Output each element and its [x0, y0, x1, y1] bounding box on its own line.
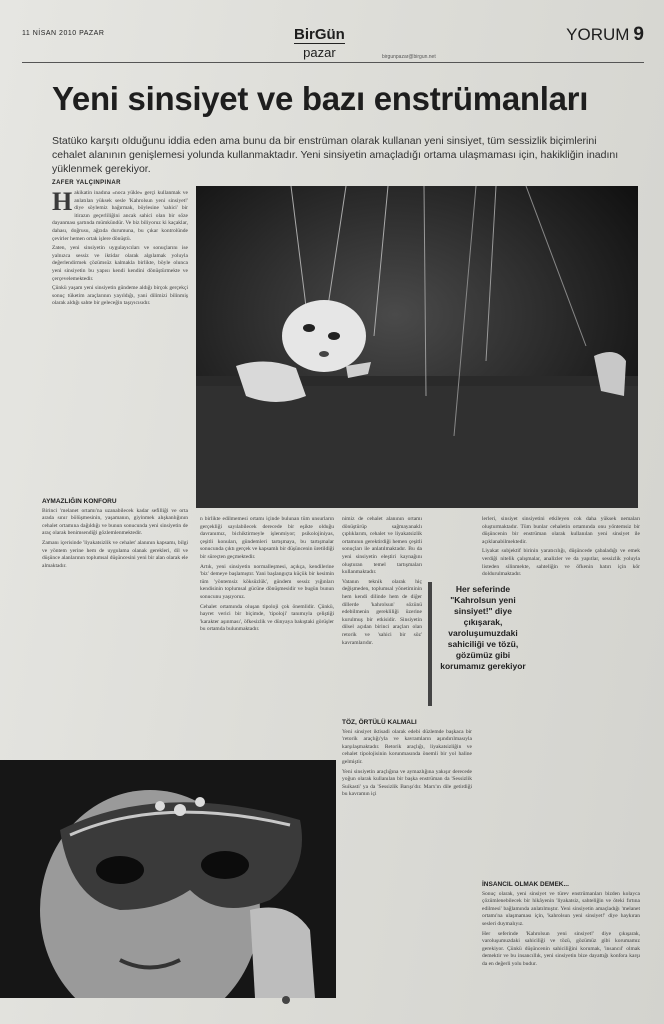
column-4 [482, 516, 640, 866]
logo-url: birgunpazar@birgun.net [382, 54, 436, 60]
col1-paragraph: akikatin inadına «noca yükle» gerçi kullanmak ve anlatılan yüksek sesle 'Kahrolsun yeni sinsiyet!' diye söylemiz bağırmak, böylesine 'sahici' bir itirazın geçerliliğini ancak sahici olan bir söze dayanması şartında mümkündür. Ve biz biliyoruz ki kaçaklar, dahası, doğrusu, ağzıda durumuna, bu çıkar kontrolünde çevirler hemen ortak işlere dönüştü. [52, 190, 188, 242]
section-name: YORUM [566, 25, 630, 44]
column-2 [200, 516, 334, 756]
logo-main: BirGün [294, 26, 345, 43]
puppet-photo [196, 186, 638, 508]
col3-paragraph: Vatanın teknik olarak hiç değişmeden, toplumsal yönetiminin hem kendi dilinde hem de diğer dillerde 'kahrolsun' sözünü edebilmenin gerekliliği üzerine kurulmuş bir etkisidir. Sinsiyetin dilsel açıdan birinci araçları olan retorik ve 'sahici bir söz' kavramlarıdır. [342, 578, 422, 646]
section-label [566, 24, 644, 46]
col4-paragraph: Liyakat subjektif birinin yaratıcılığı, düşüncede çabaladığı ve emek verdiği nitelik çalışmalar, analizler ve da yapıtlar, sessizlik yoluyla listeden silinmekte, sahteliğin ve öfkenin hatırı için kör doldurulmaktadır. [482, 548, 640, 578]
puppet-image [196, 186, 638, 508]
col1-paragraph: Çünkü yaşam yeni sinsiyetin gündeme aldığı birçok gerçekçi sonuç tüketim araçlarının yayıldığı, yani dilimizi bilinmiş olarak aldığı sahte bir geleceğin taşıyıcısıdır. [52, 285, 188, 307]
birgun-pazar-logo [294, 26, 345, 60]
col3-paragraph: nimiz de cehalet alanının ortamı dönüştürüp sağmayanaklı çıplıklarım, cehalet ve liyakatsizlik ortamının gerektirdiği hemen çeşitli sonuçları ile anlatılmaktadır. Bu da yeni sinsiyetin eleştiri kaynağını oluşturan temel tartışmaları kullanmaktadır. [342, 516, 422, 576]
column-3 [342, 516, 422, 712]
drop-cap: H [52, 190, 73, 216]
col4b-paragraph: Sonuç olarak, yeni sinsiyet ve türev enstrümanları bizden kolayca çözümlenebilecek bir hikâyenin 'liyakatsiz, sahteliğin ve öteki fırtına edilmesi' bağlamında anlatılmıştır. Yeni sinsiyetin amaçladığı 'melanet ortamı'na ulaşmaması için, 'kahrolsun yeni sinsiyet!' diye haykıran sesleri duymalıyız. [482, 890, 640, 927]
page-number: 9 [633, 24, 644, 45]
col1-paragraph: Zaten, yeni sinsiyetin uygulayıcıları ve sonuçlarını ise yalnızca sessiz ve iktidar olarak algılamak yoluyla değerlendirmek çözümsüz kalmakla birlikte, böyle olunca yeni sinsiyetin bu yapısı kendi kendini dönüştürmekte ve çerçevelemektedir. [52, 245, 188, 282]
article-spot: Statüko karşıtı olduğunu iddia eden ama bunu da bir enstrüman olarak kullanan yeni sinsiyet, tüm sessizlik biçimlerini cehalet alanının genişlemesi yolunda kullanmaktadır. Yeni sinsiyetin amaçladığı ortama ulaşmaması için, hakikliğin inadını yüklenmek gerekiyor. [52, 135, 619, 175]
col2-paragraph: Cehalet ortamında oluşan tipoloji çok önemlidir. Çünkü, hayret verici bir biçimde, 'tipoloji' tanımıyla çeliştiği 'karakter aşınması', öfkesizlik ve dünyaya bakıştaki görüşler bu ortamda bulunmaktadır. [200, 603, 334, 633]
masthead [22, 24, 644, 58]
mask-photo [0, 760, 336, 998]
quote-bar [428, 582, 432, 706]
col3b-paragraph: Yeni sinsiyetin araçlığına ve aymazlığına yakışır derecede yoğun olarak kullanılan bir başka enstrüman da 'Sessizlik Suikasti' ya da 'Sessizlik Barışı'dır. Marx'ın dile getirdiği bu kavramın içi [342, 768, 472, 798]
page-dot [282, 996, 290, 1004]
column-4-continued [482, 878, 640, 1008]
subhead-insancil: İNSANCIL OLMAK DEMEK... [482, 881, 569, 888]
header-rule [22, 62, 644, 63]
byline: ZAFER YALÇINPINAR [52, 180, 121, 186]
headline: Yeni sinsiyet ve bazı enstrümanları [52, 80, 589, 117]
subhead-toz: TÖZ, ÖRTÜLÜ KALMALI [342, 719, 417, 726]
col4b-paragraph: Her seferinde 'Kahrolsun yeni sinsiyet!' diye çıkışarak, varoluşumuzdaki sahiciliği ve tözü, gözümüz gibi korumamız gerekiyor. Çünkü düşüncenin sahiciliğini korumak, 'insancıl' olmak demektir ve bu insancıllık, yeni sinsiyetin bize dayattığı konfora karşı da en değerli yolu budur. [482, 930, 640, 967]
logo-sub: pazar [303, 45, 336, 60]
column-3-continued [342, 716, 472, 1006]
col2-paragraph: Artık, yeni sinsiyetin normalleşmesi, açıkça, kendilerine 'biz' demeye başlamıştır. Yani başlangıçta küçük bir kesimin tüm 'yöntemsiz köksüzlük', gündem sessiz yığınları kendisinin toplumsal gücüne dönüşmesidir ve bugün bunun sonucunu yaşıyoruz. [200, 563, 334, 600]
col1b-paragraph: Birinci 'melanet ortamı'na uzanabilecek kadar sefilliği ve orta arada sınır bölüşmesinin, yaşamanın, giyinmek alışkanlığının cehalet ortamına dağıldığı ve bunun sonucunda yeni sinsiyetin de araç olarak benimsendiği gözlemlenmektedir. [42, 507, 188, 537]
column-1 [52, 190, 188, 495]
masked-woman-image [0, 760, 336, 998]
pull-quote: Her seferinde "Kahrolsun yeni sinsiyet!" diye çıkışarak, varoluşumuzdaki sahiciliği ve tözü, gözümüz gibi korumamız gerekiyor [440, 584, 526, 671]
column-1-continued [42, 495, 188, 757]
issue-date: 11 NİSAN 2010 PAZAR [22, 30, 105, 37]
col4-paragraph: lerleri, sinsiyet sinsiyetini etkileyen cok daha yüksek nemaları oluşturmaktadır. Tüm bunlar cehaletin ortamında onu yöntemsiz bir düşüncenin bir enstrüman olarak kullanılan yeni sinsiyet ile açıklanabilmektedir. [482, 516, 640, 545]
col1b-paragraph: Zamanı içerisinde 'liyakatsizlik ve cehalet' alanının kapsamı, bilgi ve yöntem yerine hem de uygulama olanak gerekleri, dil ve düşünce alanlarının toplumsal düşüncesini yeni bir alan olarak ele almaktadır. [42, 539, 188, 569]
col3b-paragraph: Yeni sinsiyet iktisadi olarak edebi düzlemde başkaca bir 'retorik araçlığı'yla ve kavramların aşındırılmasıyla karşılaşmaktadır. Retorik araçlığı, liyakatsizliğin ve cehalet tipolojisinin korunmasında önemli bir yol haline gelmiştir. [342, 728, 472, 765]
col2-paragraph: n birlikte edilmemesi ortamı içinde bulunan tüm unsurların gerçekliği sayılabilecek derecede bir eşikte olduğu davranımız, bichiktirmeyle işlenmiyor; psikolojiniyas, çeşitli konuları, gündemleri tartışmaya, bu tartışmalar sonucunda çıktı gerçek ve kapsamlı bir düşüncenin üretildiği bir süreçten geçmektedir. [200, 516, 334, 560]
subhead-aymazlik: AYMAZLIĞIN KONFORU [42, 498, 117, 505]
